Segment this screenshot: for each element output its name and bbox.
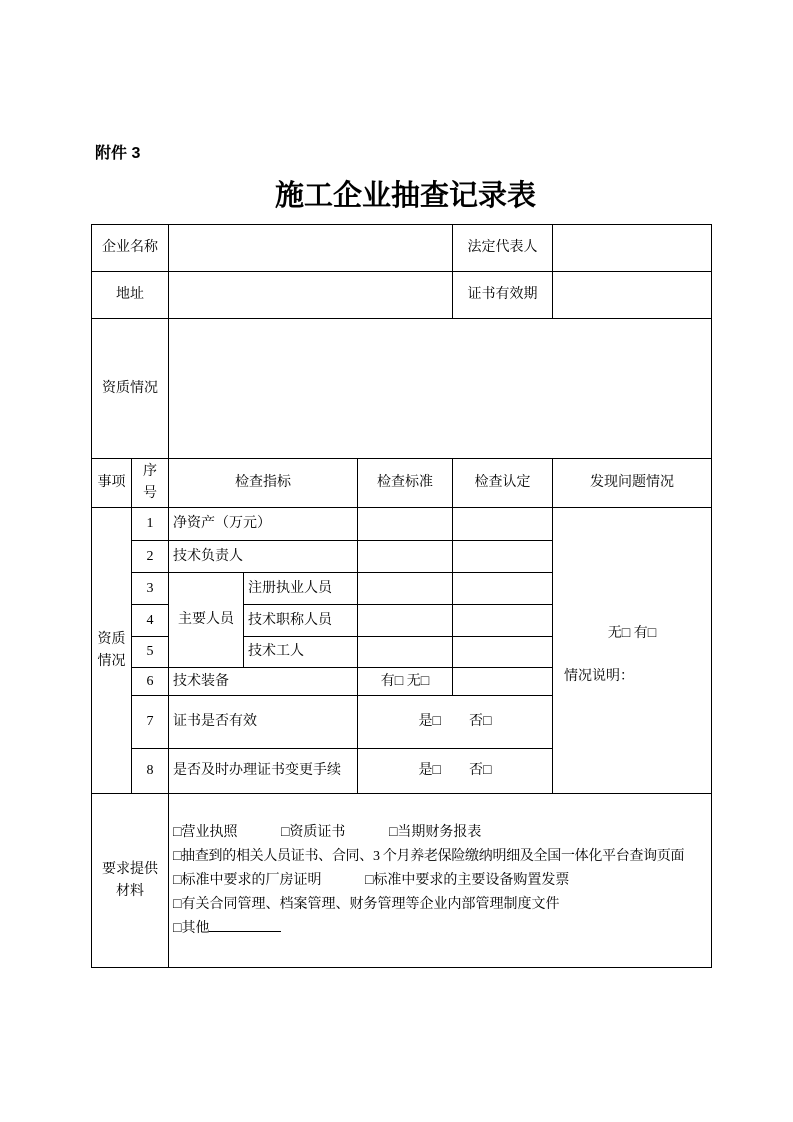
header-problems: 发现问题情况 xyxy=(553,459,712,508)
material-option-internal-management-documents: □有关合同管理、档案管理、财务管理等企业内部管理制度文件 xyxy=(173,896,560,912)
material-option-other: □其他 xyxy=(173,920,210,936)
address-label: 地址 xyxy=(92,272,169,319)
row-3-determination-cell xyxy=(453,573,553,605)
row-6-standard-cell: 有□ 无□ xyxy=(358,668,453,696)
material-option-personnel-certificates: □抽查到的相关人员证书、合同、3 个月养老保险缴纳明细及全国一体化平台查询页面 xyxy=(173,848,685,864)
row-7-result-cell: 是□ 否□ xyxy=(358,696,553,749)
legal-representative-label: 法定代表人 xyxy=(453,225,553,272)
info-row-address xyxy=(92,272,712,319)
header-seq xyxy=(132,459,169,508)
material-option-factory-proof: □标准中要求的厂房证明 xyxy=(173,872,322,888)
inspection-form-table xyxy=(91,224,712,968)
certificate-validity-value-cell xyxy=(553,272,712,319)
materials-row xyxy=(92,794,712,968)
materials-content-cell xyxy=(169,794,712,968)
qualification-label: 资质情况 xyxy=(92,319,169,459)
group-main-personnel: 主要人员 xyxy=(169,573,244,668)
materials-line-3 xyxy=(173,869,707,893)
header-item: 事项 xyxy=(92,459,132,508)
qualification-row xyxy=(92,319,712,459)
row-2-standard-cell xyxy=(358,541,453,573)
row-1-determination-cell xyxy=(453,508,553,541)
row-6-determination-cell xyxy=(453,668,553,696)
row-4-standard-cell xyxy=(358,605,453,637)
row-8-indicator: 是否及时办理证书变更手续 xyxy=(169,749,358,794)
certificate-validity-label: 证书有效期 xyxy=(453,272,553,319)
row-7-indicator: 证书是否有效 xyxy=(169,696,358,749)
row-4-determination-cell xyxy=(453,605,553,637)
row-3-seq: 3 xyxy=(132,573,169,605)
row-3-standard-cell xyxy=(358,573,453,605)
row-5-seq: 5 xyxy=(132,637,169,668)
materials-line-5 xyxy=(173,917,707,941)
materials-line-4 xyxy=(173,893,707,917)
attachment-label: 附件 3 xyxy=(95,145,141,162)
material-option-equipment-invoices: □标准中要求的主要设备购置发票 xyxy=(364,872,570,888)
company-name-value-cell xyxy=(169,225,453,272)
row-7-seq: 7 xyxy=(132,696,169,749)
row-8-seq: 8 xyxy=(132,749,169,794)
other-blank-line xyxy=(209,917,281,932)
row-5-standard-cell xyxy=(358,637,453,668)
row-4-seq: 4 xyxy=(132,605,169,637)
header-determination: 检查认定 xyxy=(453,459,553,508)
row-6-seq: 6 xyxy=(132,668,169,696)
row-8-result-cell: 是□ 否□ xyxy=(358,749,553,794)
row-6-indicator: 技术装备 xyxy=(169,668,358,696)
section-label-qualification: 资质情况 xyxy=(92,508,132,794)
problems-note-label: 情况说明： xyxy=(564,668,634,684)
row-2-indicator: 技术负责人 xyxy=(169,541,358,573)
qualification-value-cell xyxy=(169,319,712,459)
row-4-indicator: 技术职称人员 xyxy=(244,605,358,637)
company-name-label: 企业名称 xyxy=(92,225,169,272)
row-5-indicator: 技术工人 xyxy=(244,637,358,668)
row-2-determination-cell xyxy=(453,541,553,573)
row-2-seq: 2 xyxy=(132,541,169,573)
materials-label: 要求提供材料 xyxy=(92,794,169,968)
check-row-1 xyxy=(92,508,712,541)
info-row-company xyxy=(92,225,712,272)
check-table-header-row xyxy=(92,459,712,508)
materials-line-1 xyxy=(173,821,707,845)
header-indicator: 检查指标 xyxy=(169,459,358,508)
row-1-seq: 1 xyxy=(132,508,169,541)
row-1-standard-cell xyxy=(358,508,453,541)
material-option-financial-statements: □当期财务报表 xyxy=(388,824,482,840)
problems-options: 无□ 有□ xyxy=(607,625,657,641)
header-seq-text: 序号 xyxy=(142,464,157,501)
problems-found-cell xyxy=(553,508,712,794)
material-option-business-license: □营业执照 xyxy=(173,824,238,840)
materials-line-2 xyxy=(173,845,707,869)
legal-representative-value-cell xyxy=(553,225,712,272)
row-1-indicator: 净资产（万元） xyxy=(169,508,358,541)
header-standard: 检查标准 xyxy=(358,459,453,508)
row-3-indicator: 注册执业人员 xyxy=(244,573,358,605)
material-option-qualification-certificate: □资质证书 xyxy=(280,824,346,840)
row-5-determination-cell xyxy=(453,637,553,668)
page-title: 施工企业抽查记录表 xyxy=(274,180,536,212)
address-value-cell xyxy=(169,272,453,319)
